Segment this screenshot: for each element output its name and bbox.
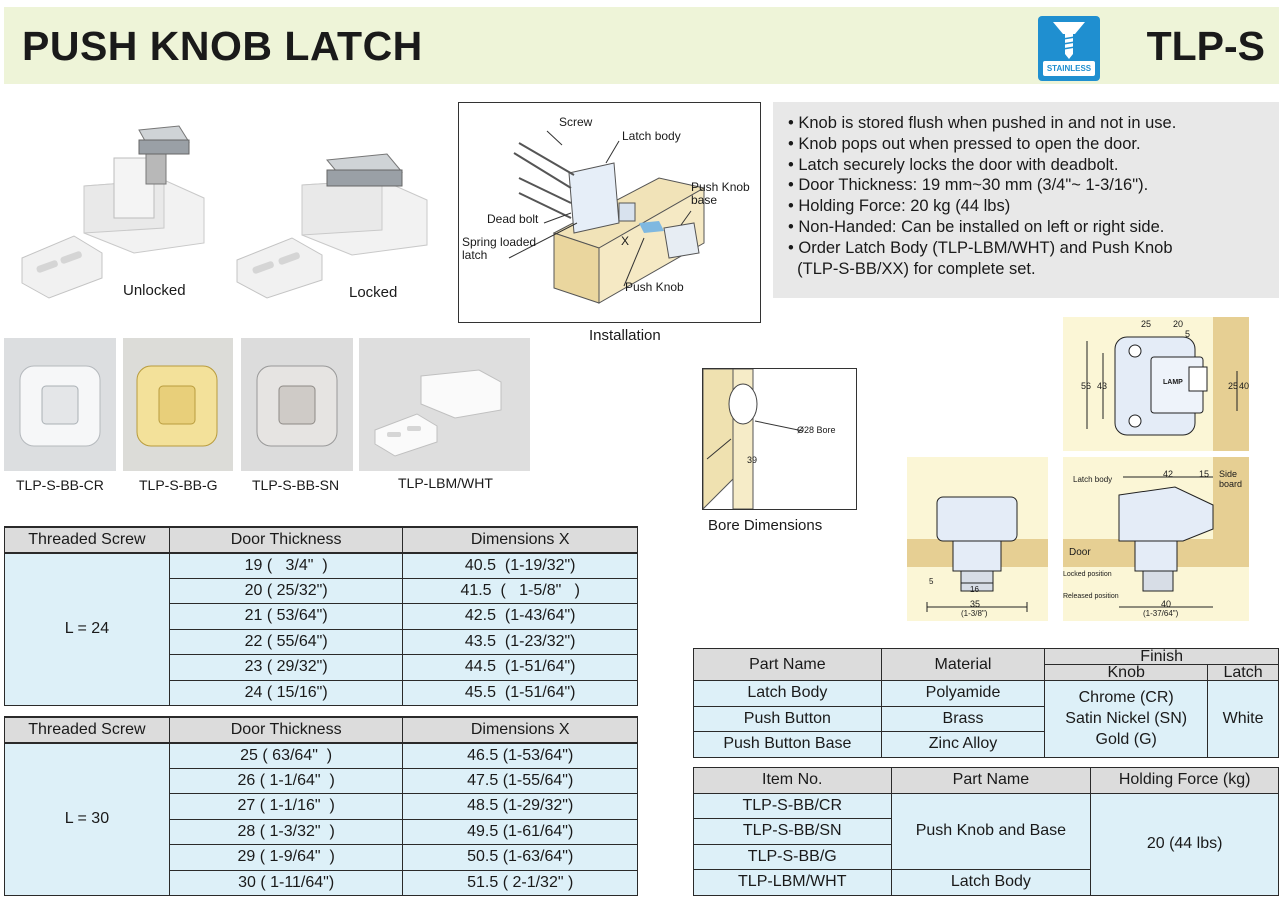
dimension-x-cell: 42.5 (1-43/64") (403, 604, 638, 630)
table-header-row (694, 649, 1279, 665)
dim-label: 25 (1228, 381, 1239, 391)
door-thickness-cell: 26 ( 1-1/64" ) (169, 768, 403, 794)
feature-item: • Latch securely locks the door with deadbolt. (788, 155, 1119, 174)
swatch-caption: TLP-S-BB-G (139, 477, 218, 493)
dim-label: Latch body (1073, 475, 1113, 484)
x-label: X (621, 234, 630, 248)
dim-label: Locked position (1063, 571, 1112, 578)
material-table (693, 648, 1279, 758)
dimension-x-cell: 51.5 ( 2-1/32" ) (403, 870, 638, 896)
dimension-x-cell: 40.5 (1-19/32") (403, 553, 638, 579)
dimension-x-cell: 50.5 (1-63/64") (403, 845, 638, 871)
knob-finish-option: Satin Nickel (SN) (1065, 710, 1188, 728)
dim-label: 20 (1173, 319, 1184, 329)
feature-item: • Knob is stored flush when pushed in and not in use. (788, 114, 1177, 132)
dimension-x-cell: 46.5 (1-53/64") (403, 743, 638, 769)
table-row (5, 743, 638, 769)
col-header: Knob (1045, 665, 1208, 681)
col-header: Dimensions X (403, 717, 638, 743)
feature-item: • Non-Handed: Can be installed on left or right side. (788, 217, 1165, 236)
table-header-row (5, 527, 638, 553)
swatch-caption: TLP-S-BB-SN (252, 477, 340, 493)
top-view-drawing (1063, 317, 1249, 451)
dim-label: Released position (1063, 593, 1119, 600)
dim-label: 56 (1081, 381, 1092, 391)
item-number-cell: TLP-S-BB/G (694, 844, 892, 870)
dimension-x-cell: 43.5 (1-23/32") (403, 629, 638, 655)
col-header: Door Thickness (169, 717, 403, 743)
col-header: Threaded Screw (5, 527, 170, 553)
dim-label: 5 (1185, 329, 1191, 339)
stainless-label: STAINLESS (1043, 61, 1095, 76)
push-knob-base-label: Push Knob base (691, 180, 750, 207)
bore-depth-label: 39 (747, 455, 758, 465)
swatch-latch-body-photo (359, 338, 530, 471)
door-thickness-cell: 23 ( 29/32") (169, 655, 403, 681)
latch-finish-cell: White (1208, 681, 1279, 758)
item-number-cell: TLP-S-BB/SN (694, 819, 892, 845)
holding-force-cell: 20 (44 lbs) (1091, 793, 1279, 895)
dim-label: 42 (1163, 469, 1174, 479)
dim-label: 25 (1141, 319, 1152, 329)
dim-label: 40 (1161, 599, 1172, 609)
col-header: Finish (1045, 649, 1279, 665)
bore-size-label (797, 425, 836, 435)
dead-bolt-label: Dead bolt (487, 212, 539, 226)
header-banner (4, 7, 1279, 84)
col-header: Holding Force (kg) (1091, 768, 1279, 794)
lamp-logo: LAMP (1163, 379, 1183, 386)
swatch-caption: TLP-LBM/WHT (398, 475, 493, 491)
unlocked-photo (14, 118, 214, 308)
front-view-drawing (907, 457, 1048, 621)
swatch-caption: TLP-S-BB-CR (16, 477, 104, 493)
dim-label: 15 (1199, 469, 1210, 479)
door-thickness-cell: 19 ( 3/4" ) (169, 553, 403, 579)
dimension-x-cell: 44.5 (1-51/64") (403, 655, 638, 681)
unlocked-caption: Unlocked (123, 282, 186, 299)
dimension-x-cell: 49.5 (1-61/64") (403, 819, 638, 845)
stainless-badge (1038, 16, 1100, 81)
push-knob-label: Push Knob (625, 280, 684, 294)
material-cell: Polyamide (881, 681, 1045, 707)
item-number-cell: TLP-LBM/WHT (694, 870, 892, 896)
dim-label: Door (1069, 547, 1091, 558)
spec-table-l30 (4, 716, 638, 896)
feature-item: • Door Thickness: 19 mm~30 mm (3/4"~ 1-3/16"). (788, 176, 1149, 195)
feature-item: (TLP-S-BB/XX) for complete set. (788, 259, 1036, 278)
col-header: Material (881, 649, 1045, 681)
table-header-row (694, 768, 1279, 794)
dim-label: 16 (970, 585, 979, 594)
item-table (693, 767, 1279, 896)
spring-latch-label: Spring loaded latch (462, 235, 537, 262)
bore-diagram (702, 368, 857, 510)
page-title: PUSH KNOB LATCH (22, 23, 423, 69)
part-name-cell: Push Button Base (694, 732, 882, 758)
bore-size-text: Ø28 Bore (797, 425, 836, 435)
part-name-cell: Push Button (694, 706, 882, 732)
feature-item: • Holding Force: 20 kg (44 lbs) (788, 197, 1011, 216)
knob-finish-option: Chrome (CR) (1078, 689, 1174, 707)
door-thickness-cell: 20 ( 25/32") (169, 578, 403, 604)
material-cell: Brass (881, 706, 1045, 732)
col-header: Door Thickness (169, 527, 403, 553)
features-list (773, 102, 1279, 298)
dim-label: 43 (1097, 381, 1108, 391)
swatch-chrome-photo (4, 338, 116, 471)
installation-caption: Installation (589, 327, 661, 344)
spec-table-l24 (4, 526, 638, 706)
dim-label: Side board (1219, 469, 1243, 489)
knob-finish-cell (1045, 681, 1208, 758)
screw-label: Screw (559, 115, 593, 129)
door-thickness-cell: 22 ( 55/64") (169, 629, 403, 655)
feature-item: • Knob pops out when pressed to open the door. (788, 134, 1141, 153)
screw-length-cell: L = 24 (5, 553, 170, 706)
installation-diagram (458, 102, 761, 323)
feature-item: • Order Latch Body (TLP-LBM/WHT) and Push Knob (788, 238, 1173, 257)
dim-label: (1-37/64") (1143, 609, 1179, 618)
dimension-x-cell: 45.5 (1-51/64") (403, 680, 638, 706)
dim-label: 5 (929, 577, 934, 586)
col-header: Item No. (694, 768, 892, 794)
dimension-x-cell: 41.5 ( 1-5/8" ) (403, 578, 638, 604)
col-header: Latch (1208, 665, 1279, 681)
side-view-drawing (1063, 457, 1249, 621)
table-row (5, 553, 638, 579)
dim-label: 40 (1239, 381, 1250, 391)
table-row (694, 681, 1279, 707)
door-thickness-cell: 25 ( 63/64" ) (169, 743, 403, 769)
item-number-cell: TLP-S-BB/CR (694, 793, 892, 819)
door-thickness-cell: 27 ( 1-1/16" ) (169, 794, 403, 820)
knob-finish-option: Gold (G) (1095, 731, 1157, 749)
part-name-cell: Latch Body (694, 681, 882, 707)
part-name-cell: Latch Body (891, 870, 1091, 896)
material-cell: Zinc Alloy (881, 732, 1045, 758)
bore-caption: Bore Dimensions (708, 517, 823, 534)
door-thickness-cell: 21 ( 53/64") (169, 604, 403, 630)
dimension-x-cell: 48.5 (1-29/32") (403, 794, 638, 820)
door-thickness-cell: 29 ( 1-9/64" ) (169, 845, 403, 871)
swatch-gold-photo (123, 338, 233, 471)
col-header: Threaded Screw (5, 717, 170, 743)
door-thickness-cell: 24 ( 15/16") (169, 680, 403, 706)
col-header: Part Name (694, 649, 882, 681)
door-thickness-cell: 30 ( 1-11/64") (169, 870, 403, 896)
locked-caption: Locked (349, 284, 398, 301)
col-header: Dimensions X (403, 527, 638, 553)
table-row (694, 793, 1279, 819)
model-number: TLP-S (1146, 23, 1265, 69)
swatch-satin-nickel-photo (241, 338, 353, 471)
locked-photo (232, 130, 442, 300)
dim-label: (1-3/8") (961, 609, 988, 618)
dimension-x-cell: 47.5 (1-55/64") (403, 768, 638, 794)
table-header-row (5, 717, 638, 743)
latch-body-label: Latch body (622, 129, 681, 143)
screw-length-cell: L = 30 (5, 743, 170, 896)
door-thickness-cell: 28 ( 1-3/32" ) (169, 819, 403, 845)
col-header: Part Name (891, 768, 1091, 794)
part-name-cell: Push Knob and Base (891, 793, 1091, 870)
dim-label: 35 (970, 599, 981, 609)
